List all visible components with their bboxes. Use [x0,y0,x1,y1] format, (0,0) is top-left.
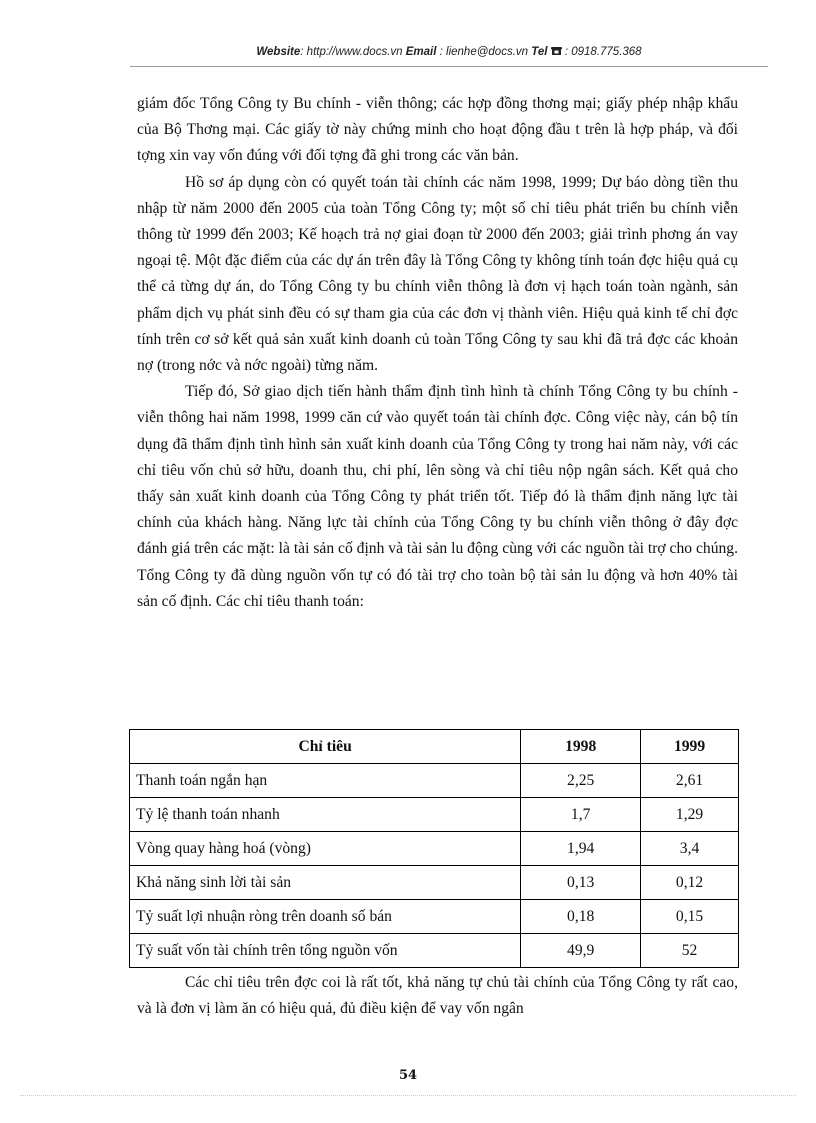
table-row [130,832,739,866]
tel-label: Tel [531,46,548,58]
page-number: 54 [398,1068,418,1083]
table-cell: 0,13 [521,866,641,900]
indicator-table [129,729,739,968]
header-divider [130,66,768,67]
table-cell: 1,94 [521,832,641,866]
table-cell: 0,18 [521,900,641,934]
table-row [130,934,739,968]
table-cell: 52 [641,934,739,968]
table-cell: Tỷ suất vốn tài chính trên tổng nguồn vốn [130,934,521,968]
table-cell: Tỷ lệ thanh toán nhanh [130,798,521,832]
phone-icon [551,46,565,58]
email-value: : lienhe@docs.vn [439,46,529,58]
table-cell: 2,25 [521,764,641,798]
table-cell: Khả năng sinh lời tài sản [130,866,521,900]
table-row [130,764,739,798]
table-cell: 49,9 [521,934,641,968]
table-cell: Tỷ suất lợi nhuận ròng trên doanh số bán [130,900,521,934]
table-cell: 2,61 [641,764,739,798]
table-cell: 0,12 [641,866,739,900]
table-row [130,866,739,900]
footer-divider [20,1095,796,1096]
column-header: 1998 [521,730,641,764]
website-label: Website [256,46,301,58]
table-header-row [130,730,739,764]
table-cell: 3,4 [641,832,739,866]
paragraph: giám đốc Tổng Công ty Bu chính - viễn thông; các hợp đồng thơng mại; giấy phép nhập khẩu của Bộ Thơng mại. Các giấy tờ này chứng minh cho hoạt động đầu t trên là hợp pháp, và đối tợng xin vay vốn đúng với đối tợng đã ghi trong các văn bản. [137,95,738,165]
paragraph: Tiếp đó, Sở giao dịch tiến hành thẩm định tình hình tà chính Tổng Công ty bu chính - viễn thông hai năm 1998, 1999 căn cứ vào quyết toán tài chính đợc. Công việc này, cán bộ tín dụng đã thẩm định tình hình sản xuất kinh doanh của Tổng Công ty trong hai năm này, với các chỉ tiêu vốn chủ sở hữu, doanh thu, chi phí, lên sòng và chỉ tiêu nộp ngân sách. Kết quả cho thấy sản xuất kinh doanh của Tổng Công ty phát triển tốt. Tiếp đó là thẩm định năng lực tài chính của khách hàng. Năng lực tài chính của Tổng Công ty bu chính viễn thông ở đây đợc đánh giá trên các mặt: là tài sản cố định và tài sản lu động cùng với các nguồn tài trợ cho chúng. Tổng Công ty đã dùng nguồn vốn tự có đó tài trợ cho toàn bộ tài sản lu động và hơn 40% tài sản cố định. Các chỉ tiêu thanh toán: [137,383,738,610]
table-cell: 1,29 [641,798,739,832]
closing-text [137,970,738,1022]
tel-value: : 0918.775.368 [564,46,642,58]
column-header: Chỉ tiêu [130,730,521,764]
paragraph: Hồ sơ áp dụng còn có quyết toán tài chính các năm 1998, 1999; Dự báo dòng tiền thu nhập từ năm 2000 đến 2005 của toàn Tổng Công ty; một số chỉ tiêu phát triển bu chính viễn thông từ 1999 đến 2003; Kế hoạch trả nợ giai đoạn từ 2000 đến 2003; giải trình phơng án vay ngoại tệ. Một đặc điểm của các dự án trên đây là Tổng Công ty không tính toán đợc hiệu quả cụ thể cả từng dự án, do Tổng Công ty bu chính viễn thông là đơn vị hạch toán toàn ngành, sản phẩm dịch vụ phát sinh đều có sự tham gia của các đơn vị thành viên. Hiệu quả kinh tế chỉ đợc tính trên cơ sở kết quả sản xuất kinh doanh củ toàn Tổng Công ty sau khi đã trả đợc các khoản nợ (trong nớc và nớc ngoài) từng năm. [137,173,738,375]
paragraph: Các chỉ tiêu trên đợc coi là rất tốt, khả năng tự chủ tài chính của Tổng Công ty rất cao, và là đơn vị làm ăn có hiệu quả, đủ điều kiện để vay vốn ngân [137,974,738,1018]
table-cell: 0,15 [641,900,739,934]
table-row [130,798,739,832]
email-label: Email [405,46,437,58]
column-header: 1999 [641,730,739,764]
website-value: : http://www.docs.vn [300,46,403,58]
body-text [137,91,738,615]
table-cell: Vòng quay hàng hoá (vòng) [130,832,521,866]
table-cell: Thanh toán ngắn hạn [130,764,521,798]
table-row [130,900,739,934]
page-header [130,46,768,66]
table-cell: 1,7 [521,798,641,832]
